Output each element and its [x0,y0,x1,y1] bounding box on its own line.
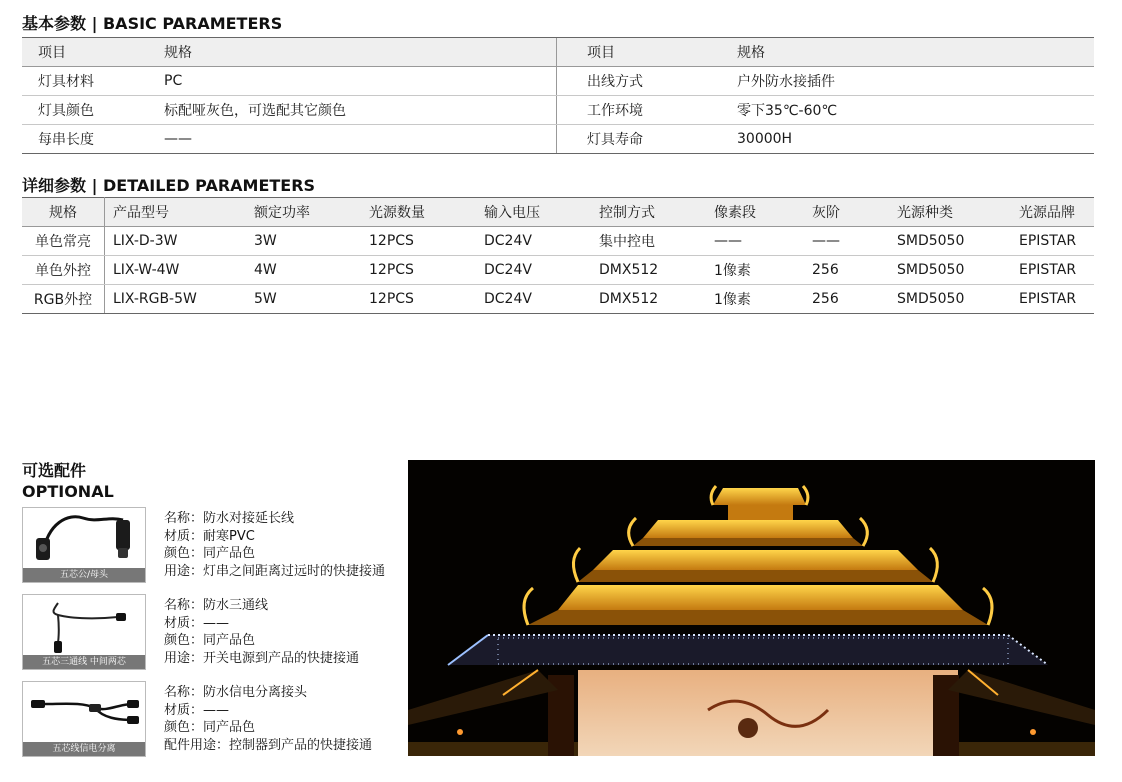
accessory-thumbnail [22,681,146,757]
table-cell: SMD5050 [897,256,1019,285]
table-cell: EPISTAR [1019,285,1094,314]
table-cell: LIX-RGB-5W [105,285,255,314]
detailed-parameters-title: 详细参数 | DETAILED PARAMETERS [22,176,316,195]
table-cell: 单色常亮 [22,227,105,256]
waterproof-extension-cable-icon [23,508,145,568]
table-cell: 灯具材料 [22,67,164,96]
accessory-line: 颜色：同产品色 [164,633,256,648]
accessory-line: 材质：—— [164,615,230,631]
accessory-line: 用途：灯串之间距离过远时的快捷接通 [164,563,386,579]
table-cell: DC24V [484,227,599,256]
table-cell: DC24V [484,256,599,285]
header-cell: 额定功率 [254,198,369,227]
table-cell: 256 [812,256,897,285]
table-cell: 零下35℃-60℃ [737,96,1094,125]
table-cell: DC24V [484,285,599,314]
table-cell: EPISTAR [1019,227,1094,256]
header-cell: 规格 [737,38,1094,67]
table-cell: 30000H [737,125,1094,154]
table-cell: PC [164,67,557,96]
table-cell: —— [164,125,557,154]
table-cell: LIX-D-3W [105,227,255,256]
accessory-caption: 五芯线信电分离 [23,742,145,756]
table-row [22,227,1094,256]
accessory-line: 材质：耐寒PVC [164,528,255,544]
header-cell: 输入电压 [484,198,599,227]
table-cell: —— [812,227,897,256]
header-cell: 项目 [557,38,738,67]
header-cell: 项目 [22,38,164,67]
optional-title-en: OPTIONAL [22,482,114,501]
basic-parameters-table [22,37,1094,154]
table-cell: 出线方式 [557,67,738,96]
table-cell: 灯具颜色 [22,96,164,125]
pagoda-illustration [408,460,1095,756]
optional-title-cn: 可选配件 [22,461,87,480]
header-cell: 光源品牌 [1019,198,1094,227]
table-cell: 集中控电 [599,227,714,256]
accessory-line: 用途：开关电源到产品的快捷接通 [164,650,360,666]
table-cell: SMD5050 [897,227,1019,256]
table-cell: 256 [812,285,897,314]
header-cell: 光源种类 [897,198,1019,227]
header-cell: 控制方式 [599,198,714,227]
table-cell: 每串长度 [22,125,164,154]
table-cell: 3W [254,227,369,256]
accessory-line: 材质：—— [164,702,230,718]
table-header-row [22,38,1094,67]
table-cell: 1像素 [714,285,812,314]
signal-power-splitter-icon [23,682,145,742]
table-cell: 12PCS [369,285,484,314]
table-cell: 单色外控 [22,256,105,285]
table-cell: DMX512 [599,285,714,314]
accessory-line: 颜色：同产品色 [164,720,256,735]
accessory-line: 颜色：同产品色 [164,546,256,561]
table-cell: —— [714,227,812,256]
table-cell: 标配哑灰色，可选配其它颜色 [164,96,557,125]
accessory-thumbnail [22,507,146,583]
table-cell: 4W [254,256,369,285]
table-cell: RGB外控 [22,285,105,314]
table-row [22,125,1094,154]
table-cell: LIX-W-4W [105,256,255,285]
basic-parameters-title: 基本参数 | BASIC PARAMETERS [22,14,283,33]
table-cell: 12PCS [369,227,484,256]
table-cell: SMD5050 [897,285,1019,314]
table-header-row [22,198,1094,227]
header-cell: 规格 [22,198,105,227]
table-row [22,67,1094,96]
accessory-line: 配件用途：控制器到产品的快捷接通 [164,737,373,753]
detailed-parameters-table [22,197,1094,314]
header-cell: 像素段 [714,198,812,227]
table-cell: 灯具寿命 [557,125,738,154]
table-cell: 1像素 [714,256,812,285]
table-cell: 户外防水接插件 [737,67,1094,96]
accessory-info [164,510,385,580]
header-cell: 光源数量 [369,198,484,227]
table-row [22,256,1094,285]
table-row [22,96,1094,125]
table-cell: 12PCS [369,256,484,285]
header-cell: 灰阶 [812,198,897,227]
table-cell: EPISTAR [1019,256,1094,285]
table-row [22,285,1094,314]
table-cell: DMX512 [599,256,714,285]
accessory-info [164,684,372,754]
accessory-line: 名称：防水信电分离接头 [164,685,308,700]
accessory-info [164,597,359,667]
accessory-caption: 五芯公/母头 [23,568,145,582]
table-cell: 工作环境 [557,96,738,125]
optional-title [22,460,114,502]
table-cell: 5W [254,285,369,314]
header-cell: 产品型号 [105,198,255,227]
header-cell: 规格 [164,38,557,67]
night-lit-pagoda-gate-photo [408,460,1095,756]
accessory-line: 名称：防水三通线 [164,598,269,613]
accessory-line: 名称：防水对接延长线 [164,511,295,526]
three-way-cable-icon [23,595,145,655]
accessory-caption: 五芯三通线 中间两芯 [23,655,145,669]
accessory-thumbnail [22,594,146,670]
